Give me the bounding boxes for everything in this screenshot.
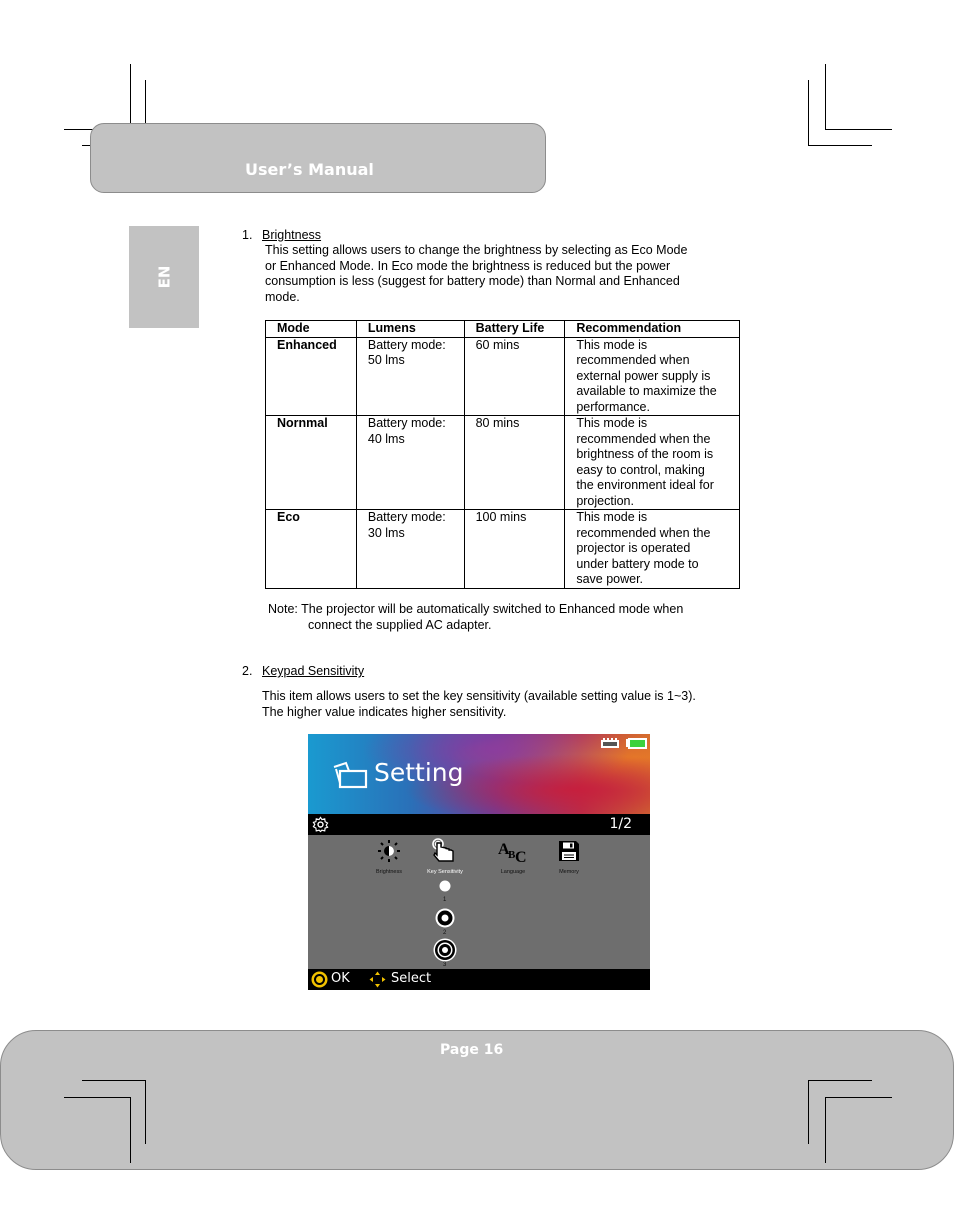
lumens-cell: Battery mode: 40 lms — [356, 416, 464, 510]
hand-pointer-icon — [431, 837, 459, 863]
table-row — [266, 510, 740, 589]
level-1-icon[interactable] — [439, 880, 451, 892]
crop-mark — [808, 1080, 809, 1144]
keypad-description: This item allows users to set the key sensitivity (available setting value is 1~3). The higher value indicates higher sensitivity. — [262, 689, 696, 719]
level-label: 2 — [443, 930, 447, 936]
table-header: Battery Life — [464, 321, 565, 338]
menu-label: Key Sensitivity — [427, 869, 463, 875]
setting-folder-icon — [332, 761, 368, 789]
floppy-disk-icon — [557, 839, 581, 863]
table-header: Recommendation — [565, 321, 740, 338]
menu-item-key-sensitivity[interactable] — [415, 837, 475, 875]
mode-cell: Eco — [266, 510, 357, 589]
screen-banner — [308, 734, 650, 814]
menu-label: Memory — [559, 869, 579, 875]
device-screen — [308, 734, 650, 990]
abc-icon — [497, 839, 529, 863]
svg-text:C: C — [515, 849, 527, 863]
page-indicator: 1/2 — [609, 816, 632, 832]
table-row — [266, 416, 740, 510]
header-title: User’s Manual — [245, 160, 374, 179]
battery-cell: 80 mins — [464, 416, 565, 510]
level-label: 3 — [443, 962, 447, 968]
brightness-icon — [377, 839, 401, 863]
mode-cell: Enhanced — [266, 337, 357, 416]
language-label: EN — [155, 265, 173, 289]
screen-title: Setting — [374, 758, 464, 787]
ok-label: OK — [331, 971, 350, 986]
crop-mark — [808, 1080, 872, 1081]
crop-mark — [825, 1097, 892, 1098]
crop-mark — [145, 1080, 146, 1144]
screen-status-bar — [308, 814, 650, 835]
page-number: Page 16 — [440, 1042, 504, 1058]
svg-text:B: B — [508, 849, 516, 861]
table-header-row — [266, 321, 740, 338]
gear-icon — [312, 816, 329, 833]
crop-mark — [808, 80, 809, 146]
battery-cell: 100 mins — [464, 510, 565, 589]
ok-button-icon — [311, 971, 328, 988]
menu-label: Language — [500, 869, 526, 875]
menu-item-brightness[interactable] — [359, 839, 419, 875]
direction-pad-icon — [369, 971, 386, 988]
table-header: Lumens — [356, 321, 464, 338]
menu-item-language[interactable] — [483, 839, 543, 875]
level-label: 1 — [443, 897, 447, 903]
crop-mark — [82, 1080, 146, 1081]
memory-card-icon — [600, 738, 620, 750]
level-3-icon[interactable] — [433, 938, 457, 962]
crop-mark — [825, 1097, 826, 1163]
recommendation-cell: This mode is recommended when external power supply is available to maximize the performance. — [565, 337, 740, 416]
brightness-description: This setting allows users to change the brightness by selecting as Eco Mode or Enhanced Mode. In Eco mode the brightness is reduced but the power consumption is less (suggest for battery mode) than Normal and Enhanced mode. — [265, 243, 688, 304]
recommendation-cell: This mode is recommended when the projector is operated under battery mode to save power. — [565, 510, 740, 589]
header-tab — [90, 123, 546, 193]
crop-mark — [808, 145, 872, 146]
section-brightness-title: 1. Brightness — [242, 228, 322, 242]
lumens-cell: Battery mode: 30 lms — [356, 510, 464, 589]
svg-text:A: A — [498, 841, 510, 858]
menu-label: Brightness — [376, 869, 402, 875]
note-text: Note: The projector will be automatically switched to Enhanced mode when connect the supplied AC adapter. — [268, 602, 684, 632]
crop-mark — [130, 1097, 131, 1163]
brightness-mode-table — [265, 320, 740, 589]
battery-icon — [626, 738, 648, 750]
lumens-cell: Battery mode: 50 lms — [356, 337, 464, 416]
menu-item-memory[interactable] — [539, 839, 599, 875]
crop-mark — [825, 64, 826, 130]
table-header: Mode — [266, 321, 357, 338]
table-row — [266, 337, 740, 416]
crop-mark — [825, 129, 892, 130]
crop-mark — [130, 64, 131, 130]
mode-cell: Nornmal — [266, 416, 357, 510]
crop-mark — [64, 1097, 130, 1098]
screen-footer-bar — [308, 969, 650, 990]
select-label: Select — [391, 971, 432, 986]
recommendation-cell: This mode is recommended when the brightness of the room is easy to control, making the environment ideal for projection. — [565, 416, 740, 510]
section-keypad-title: 2. Keypad Sensitivity — [242, 664, 365, 678]
battery-cell: 60 mins — [464, 337, 565, 416]
level-2-icon[interactable] — [435, 908, 455, 928]
